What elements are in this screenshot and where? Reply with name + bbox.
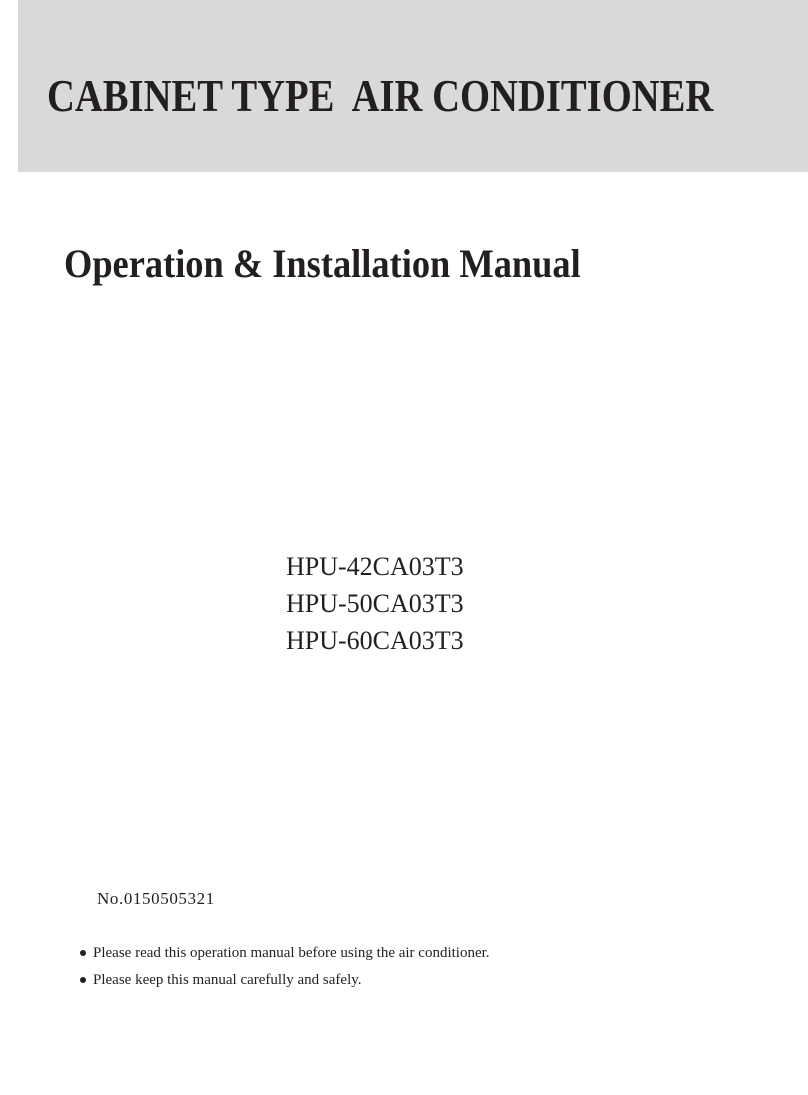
product-type-title: CABINET TYPE AIR CONDITIONER — [47, 70, 714, 121]
notes-list — [80, 940, 490, 994]
model-number: HPU-50CA03T3 — [286, 589, 464, 618]
bullet-icon — [80, 950, 86, 956]
model-number: HPU-60CA03T3 — [286, 626, 464, 655]
manual-title: Operation & Installation Manual — [64, 241, 581, 286]
note-item — [80, 940, 490, 967]
note-text: Please read this operation manual before using the air conditioner. — [93, 945, 490, 961]
model-number: HPU-42CA03T3 — [286, 552, 464, 581]
bullet-icon — [80, 977, 86, 983]
note-text: Please keep this manual carefully and safely. — [93, 972, 362, 988]
note-item — [80, 967, 490, 994]
model-list — [286, 548, 464, 659]
document-number: No.0150505321 — [97, 889, 215, 908]
